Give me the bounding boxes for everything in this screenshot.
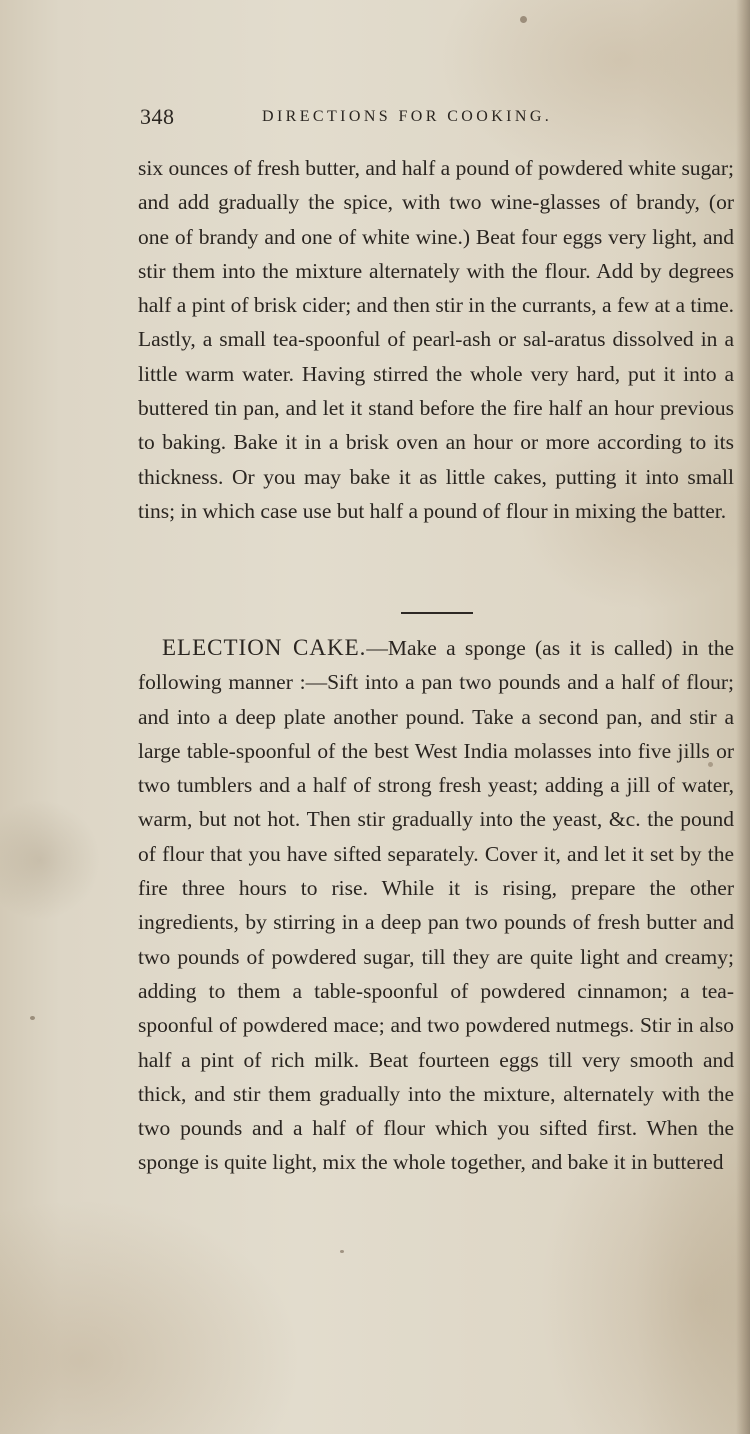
page-number: 348	[140, 104, 175, 129]
recipe-title: ELECTION CAKE.	[162, 635, 367, 660]
section-divider	[401, 612, 473, 614]
paragraph-election-cake	[138, 631, 734, 1180]
recipe-text: —Make a sponge (as it is called) in the following manner :—Sift into a pan two pounds and a half of flour; and into a deep plate another pound. Take a second pan, and stir a large table-spoonful of the best West India molasses into five jills or two tumblers and a half of strong fresh yeast; adding a jill of water, warm, but not hot. Then stir gradually into the yeast, &c. the pound of flour that you have sifted separately. Cover it, and let it set by the fire three hours to rise. While it is rising, prepare the other ingredients, by stirring in a deep pan two pounds of fresh butter and two pounds of powdered sugar, till they are quite light and creamy; adding to them a table-spoonful of powdered cinnamon; a tea-spoonful of powdered mace; and two powdered nutmegs. Stir in also half a pint of rich milk. Beat fourteen eggs till very smooth and thick, and stir them gradually into the mixture, alternately with the two pounds and a half of flour which you sifted first. When the sponge is quite light, mix the whole together, and bake it in buttered	[138, 636, 734, 1175]
ink-spot	[520, 16, 527, 23]
running-head: DIRECTIONS FOR COOKING.	[262, 108, 553, 125]
ink-spot	[340, 1250, 344, 1253]
paragraph-continued: six ounces of fresh butter, and half a pound of powdered white sugar; and add gradually the spice, with two wine-glasses of brandy, (or one of brandy and one of white wine.) Beat four eggs very light, and stir them into the mixture alternately with the flour. Add by degrees half a pint of brisk cider; and then stir in the currants, a few at a time. Lastly, a small tea-spoonful of pearl-ash or sal-aratus dissolved in a little warm water. Having stirred the whole very hard, put it into a buttered tin pan, and let it stand before the fire half an hour previous to baking. Bake it in a brisk oven an hour or more according to its thickness. Or you may bake it as little cakes, putting it into small tins; in which case use but half a pound of flour in mixing the batter.	[138, 156, 734, 523]
page-edge-shadow	[736, 0, 750, 1434]
page-header	[140, 104, 740, 134]
ink-spot	[30, 1016, 35, 1020]
